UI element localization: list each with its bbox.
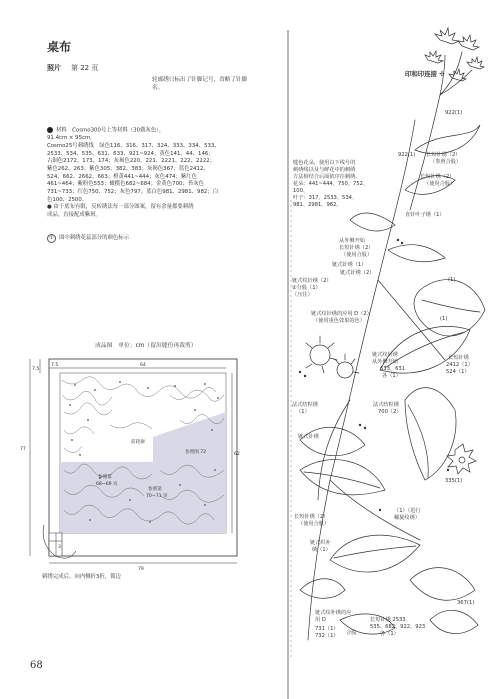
materials-line: 461~464；紫粉色553；橄榄色682~684；金黄色700；苔灰色: [47, 181, 205, 188]
pattern-label: 链式针绣（2）: [340, 270, 375, 276]
pattern-label: 长短针绣: [448, 355, 469, 361]
pattern-label: （1）（进行: [394, 508, 421, 514]
pattern-label: (1): [448, 277, 456, 283]
pattern-label: 链式纹补绣的应: [315, 610, 352, 616]
label-center-ref: 前轮廓: [131, 440, 145, 445]
pattern-label: 335(1): [445, 478, 463, 484]
dim-side-height: 62: [234, 452, 240, 457]
pattern-label: 长短针绣（2）: [420, 174, 455, 180]
leaf: [430, 610, 478, 633]
photo-page: 第 22 页: [71, 64, 99, 72]
pattern-label: 合股: [346, 630, 357, 636]
pattern-note: 缝色花朵，使用以下线号的: [293, 160, 356, 166]
leaf: [300, 579, 345, 599]
pattern-label: 367(1): [457, 600, 475, 606]
pattern-label: 长短针绣 2533、: [370, 617, 411, 623]
pattern-label: （参照合股）: [430, 159, 462, 165]
dim-top-offset: 7.5: [51, 363, 59, 368]
pattern-label: (1): [440, 316, 448, 322]
pattern-label: 链式纹针绣: [372, 352, 398, 358]
large-leaf: [330, 535, 420, 572]
label-ref-b: 参照第: [148, 487, 162, 492]
leaf: [388, 245, 445, 262]
pattern-label: 922(1): [398, 152, 416, 158]
dim-bottom-offset: 3: [58, 545, 61, 550]
materials-line: 紫色262、263；紫色305、382、383；灰褐色367；蓝色2412、: [47, 165, 209, 172]
diagram-title: 成品图 单位：cm（留出缝份再裁剪）: [95, 343, 197, 349]
label-ref-a: 参照第: [98, 475, 112, 480]
pattern-label: 535、682、922、923: [370, 624, 426, 630]
pattern-label: 732（1）: [315, 633, 339, 639]
pattern-label: 直针叶子绣（1）: [405, 212, 445, 218]
pattern-label: （使用重色效果的色）: [313, 318, 365, 324]
pattern-label: 长短针绣（2）: [426, 152, 461, 158]
leaf-vein: [408, 405, 428, 478]
flower-head: [306, 336, 359, 378]
pattern-label: 从外侧开始: [339, 238, 365, 244]
pattern-label: 731（1）: [315, 626, 339, 632]
pattern-label: 922(1): [445, 110, 463, 116]
materials-line: 材料 Cosmo300号上等材料（30做灰色），: [47, 127, 247, 135]
leaf: [410, 568, 475, 601]
pattern-label: 链式织补: [310, 540, 331, 546]
materials-line: Cosmo25号刺绣线 绿色116、316、317、324、333、334、533、: [47, 142, 220, 149]
large-leaf: [300, 460, 385, 495]
pattern-label: （压住）: [292, 292, 313, 298]
materials-line: 古铜色2172、173、174；灰褐色220、221、2221、222、2222；: [47, 158, 216, 165]
dim-total-width: 79: [138, 567, 144, 572]
pattern-note: 花朵：441~444、750、752、: [293, 181, 369, 187]
leaf: [350, 213, 395, 231]
pattern-label: 633、631: [380, 366, 405, 372]
leaf-vein: [334, 546, 416, 558]
branch-stem: [378, 280, 448, 360]
page-number: 68: [30, 660, 43, 671]
pattern-label: 绣（1）: [312, 547, 331, 553]
pattern-label: 法式结粒绣: [373, 402, 399, 408]
pattern-label: 长短针绣（2）: [339, 245, 374, 251]
pattern-label: 链式针绣: [298, 434, 319, 440]
pattern-note: 刺绣线以及与鲜花中的刺绣: [293, 167, 356, 173]
pattern-label: 链式纹针绣（2）: [292, 278, 332, 284]
dim-total-height: 77: [20, 447, 26, 452]
circle-note: ① 图中刺绣花蕊部分的颜色标示: [47, 234, 129, 243]
flower-cluster: [425, 28, 484, 95]
pattern-label: （使用合股）: [341, 252, 373, 258]
dim-left-offset: 7.5: [32, 367, 40, 372]
pattern-label: （1）: [296, 409, 310, 415]
leaf: [415, 125, 480, 154]
circle-number-icon: ①: [47, 234, 56, 243]
pattern-label: 螺旋纹绣）: [394, 515, 420, 521]
pattern-label: 各（1）: [382, 373, 401, 379]
pattern-label: 从外侧开始: [372, 359, 398, 365]
materials-line: 524、662、2662、663；橙黄441~444；灰色474；紫红色: [47, 173, 198, 180]
dim-top-width: 64: [140, 363, 146, 368]
pattern-label: （使用合股）: [424, 181, 456, 187]
pattern-label: 700（2）: [378, 409, 402, 415]
branch-stem: [318, 400, 350, 500]
pattern-note: 叶子：317、2533、534、: [293, 195, 358, 201]
label-ref-72: 参照图 72: [185, 450, 207, 455]
materials-note: ● 由于底布有限，反转绣法每一部分图案，留有余量都要刺绣: [47, 204, 194, 211]
photo-label: 照片: [47, 64, 61, 72]
pattern-note: 981、2981、982。: [293, 202, 342, 208]
large-leaf: [414, 280, 485, 336]
pattern-label: 链式针绣（1）: [332, 262, 367, 268]
pattern-label: 524（1）: [446, 369, 470, 375]
pattern-heading: 印和印连接 ✣: [405, 70, 445, 78]
label-ref-a-pages: 68~69 页: [96, 482, 118, 487]
hem-note: 刺绣完成后，向内侧折3折，锁边: [42, 574, 121, 580]
materials-line: 91.4cm × 95cm。: [47, 135, 96, 142]
pattern-label: 2412（1）: [446, 362, 473, 368]
pattern-label: 各（1）: [380, 631, 399, 637]
materials-line: 色100、2500。: [47, 196, 88, 203]
pattern-label: 长短针绣（2）: [294, 514, 329, 520]
label-ref-b-pages: 70~71 页: [146, 494, 168, 499]
pattern-label: （使用合股）: [298, 521, 330, 527]
plus-icon: ✣: [439, 70, 445, 78]
pattern-label: ②分股（1）: [292, 285, 321, 291]
materials-note: 成品。直接配成紫斑。: [47, 211, 101, 218]
outline-note: 轮廓绣只标出了针脚记号，省略了针脚名。: [152, 77, 248, 91]
pattern-label: 链式纹针绣的应用 D（2）: [311, 311, 372, 317]
pattern-note: 100、: [293, 188, 309, 194]
pattern-label: 法式结粒绣: [292, 402, 318, 408]
leaf-vein: [422, 300, 480, 312]
materials-line: 2533、534、535、631、633、921~924；黄色141、44、146；: [47, 150, 214, 157]
pattern-note: 方法相结合后面依序往刺绣。: [293, 174, 361, 180]
pattern-label: 用 D: [315, 617, 326, 623]
materials-line: 731~733；红色750、752；灰色797；蓝白色981、2981、982；白: [47, 188, 219, 195]
page-title: 桌布: [47, 40, 72, 54]
leaf-vein: [304, 472, 380, 488]
